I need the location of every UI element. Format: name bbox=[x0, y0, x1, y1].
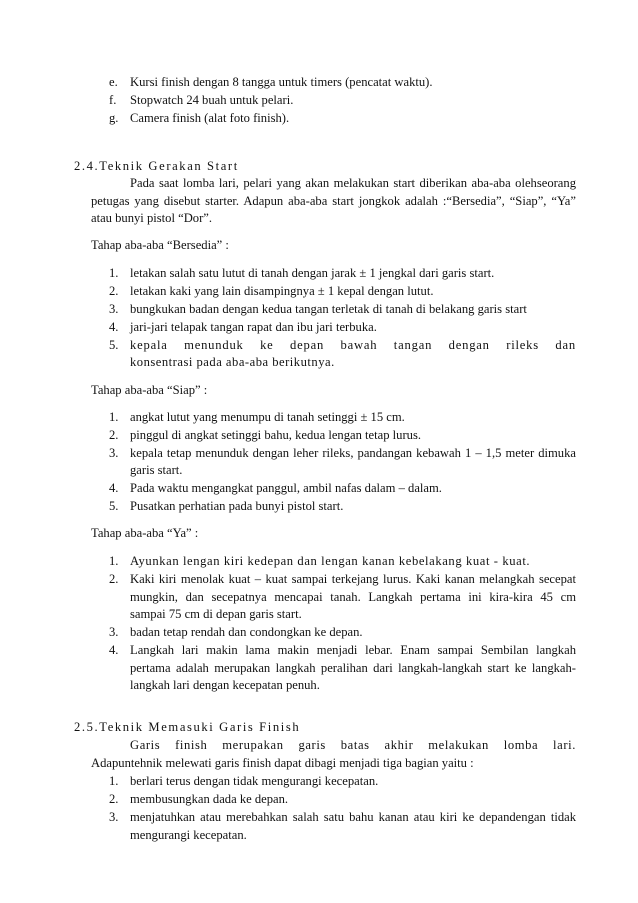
list-marker: 3. bbox=[109, 625, 119, 639]
list-item-text: letakan salah satu lutut di tanah dengan jarak ± 1 jengkal dari garis start. bbox=[130, 266, 495, 280]
list-item-text: Pusatkan perhatian pada bunyi pistol start. bbox=[130, 499, 344, 513]
list-item-text: jari-jari telapak tangan rapat dan ibu jari terbuka. bbox=[130, 320, 377, 334]
list-item-text: angkat lutut yang menumpu di tanah setinggi ± 15 cm. bbox=[130, 410, 405, 424]
list-item-text: mungkin, dan secepatnya mencapai tanah. Langkah pertama ini kira-kira 45 cm bbox=[130, 590, 576, 604]
list-item-text: konsentrasi pada aba-aba berikutnya. bbox=[130, 355, 335, 369]
list-marker: 3. bbox=[109, 446, 119, 460]
list-item-text: Langkah lari makin lama makin menjadi lebar. Enam sampai Sembilan langkah bbox=[130, 643, 576, 657]
list-marker: 5. bbox=[109, 499, 119, 513]
list-item-text: sampai 75 cm di depan garis start. bbox=[130, 607, 302, 621]
list-marker: 4. bbox=[109, 643, 119, 657]
paragraph-line: Garis finish merupakan garis batas akhir melakukan lomba lari. bbox=[130, 738, 576, 752]
list-item-text: bungkukan badan dengan kedua tangan terletak di tanah di belakang garis start bbox=[130, 302, 527, 316]
list-marker: 4. bbox=[109, 481, 119, 495]
list-item-text: kepala menunduk ke depan bawah tangan dengan rileks dan bbox=[130, 338, 576, 352]
paragraph-line: atau bunyi pistol “Dor”. bbox=[91, 211, 213, 225]
list-item-text: membusungkan dada ke depan. bbox=[130, 792, 289, 806]
list-marker: 1. bbox=[109, 266, 119, 280]
list-marker: 2. bbox=[109, 428, 119, 442]
list-item-text: pinggul di angkat setinggi bahu, kedua lengan tetap lurus. bbox=[130, 428, 421, 442]
section-heading: 2.4.Teknik Gerakan Start bbox=[74, 159, 239, 173]
list-item-text: berlari terus dengan tidak mengurangi kecepatan. bbox=[130, 774, 379, 788]
section-heading: 2.5.Teknik Memasuki Garis Finish bbox=[74, 720, 301, 734]
list-marker: 3. bbox=[109, 810, 119, 824]
list-item-text: Ayunkan lengan kiri kedepan dan lengan kanan kebelakang kuat - kuat. bbox=[130, 554, 531, 568]
list-marker: f. bbox=[109, 93, 117, 107]
list-marker: e. bbox=[109, 75, 118, 89]
list-marker: 1. bbox=[109, 410, 119, 424]
paragraph-line: Pada saat lomba lari, pelari yang akan melakukan start diberikan aba-aba olehseorang bbox=[130, 176, 576, 190]
list-item-text: Kaki kiri menolak kuat – kuat sampai terkejang lurus. Kaki kanan melangkah secepat bbox=[130, 572, 576, 586]
list-item-text: mengurangi kecepatan. bbox=[130, 828, 247, 842]
list-item-text: Pada waktu mengangkat panggul, ambil nafas dalam – dalam. bbox=[130, 481, 442, 495]
paragraph-line: petugas yang disebut starter. Adapun aba-aba start jongkok adalah :“Bersedia”, “Siap”, “Ya” bbox=[91, 194, 576, 208]
list-item-text: Stopwatch 24 buah untuk pelari. bbox=[130, 93, 294, 107]
list-item-text: badan tetap rendah dan condongkan ke depan. bbox=[130, 625, 363, 639]
list-item-text: kepala tetap menunduk dengan leher rileks, pandangan kebawah 1 – 1,5 meter dimuka bbox=[130, 446, 576, 460]
list-marker: g. bbox=[109, 111, 119, 125]
paragraph-line: Adapuntehnik melewati garis finish dapat dibagi menjadi tiga bagian yaitu : bbox=[91, 756, 474, 770]
subheading-bersedia: Tahap aba-aba “Bersedia” : bbox=[91, 238, 229, 252]
list-marker: 1. bbox=[109, 774, 119, 788]
list-item-text: langkah lari dengan kecepatan penuh. bbox=[130, 678, 320, 692]
list-marker: 5. bbox=[109, 338, 119, 352]
list-item-text: garis start. bbox=[130, 463, 183, 477]
list-item-text: Camera finish (alat foto finish). bbox=[130, 111, 290, 125]
list-marker: 1. bbox=[109, 554, 119, 568]
list-marker: 2. bbox=[109, 284, 119, 298]
list-marker: 2. bbox=[109, 572, 119, 586]
list-item-text: letakan kaki yang lain disampingnya ± 1 kepal dengan lutut. bbox=[130, 284, 434, 298]
list-item-text: menjatuhkan atau merebahkan salah satu bahu kanan atau kiri ke depandengan tidak bbox=[130, 810, 576, 824]
subheading-siap: Tahap aba-aba “Siap” : bbox=[91, 383, 208, 397]
list-marker: 2. bbox=[109, 792, 119, 806]
subheading-ya: Tahap aba-aba “Ya” : bbox=[91, 526, 199, 540]
list-item-text: Kursi finish dengan 8 tangga untuk timers (pencatat waktu). bbox=[130, 75, 433, 89]
list-marker: 3. bbox=[109, 302, 119, 316]
list-marker: 4. bbox=[109, 320, 119, 334]
list-item-text: pertama adalah merupakan langkah peralihan dari langkah-langkah start ke langkah- bbox=[130, 661, 576, 675]
